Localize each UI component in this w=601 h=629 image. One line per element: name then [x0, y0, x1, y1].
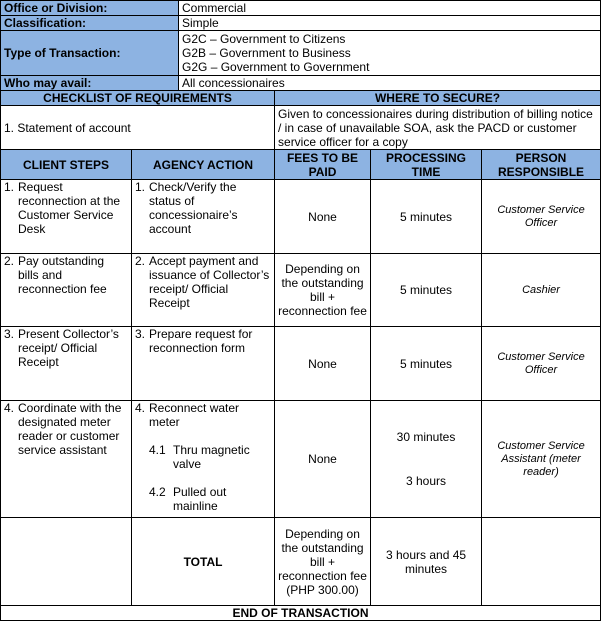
sub-action-number: 4.1	[149, 443, 166, 457]
client-step-text: Request reconnection at the Customer Service Desk	[18, 180, 121, 236]
client-step-text: Present Collector’s receipt/ Official Receipt	[18, 327, 119, 369]
total-person-empty	[482, 518, 601, 606]
agency-action-3	[132, 327, 275, 401]
classification-label: Classification:	[1, 16, 179, 31]
total-label: TOTAL	[132, 518, 275, 606]
office-label: Office or Division:	[1, 1, 179, 16]
agency-action-1	[132, 180, 275, 254]
person-1: Customer Service Officer	[482, 180, 601, 254]
client-step-number: 2.	[4, 254, 15, 268]
client-step-3	[1, 327, 132, 401]
total-time: 3 hours and 45 minutes	[371, 518, 482, 606]
agency-action-number: 1.	[135, 180, 146, 194]
header-agency-action: AGENCY ACTION	[132, 150, 275, 180]
time-3: 5 minutes	[371, 327, 482, 401]
transaction-g2b: G2B – Government to Business	[182, 46, 351, 60]
time-4-2: 3 hours	[406, 474, 447, 488]
time-4	[371, 401, 482, 518]
person-2: Cashier	[482, 254, 601, 327]
person-3: Customer Service Officer	[482, 327, 601, 401]
checklist-header: CHECKLIST OF REQUIREMENTS	[1, 91, 275, 106]
client-step-number: 1.	[4, 180, 15, 194]
sub-action-number: 4.2	[149, 485, 166, 499]
total-row	[1, 518, 601, 606]
agency-action-number: 3.	[135, 327, 146, 341]
office-value: Commercial	[179, 1, 601, 16]
transaction-g2c: G2C – Government to Citizens	[182, 32, 346, 46]
avail-label: Who may avail:	[1, 76, 179, 91]
transaction-label: Type of Transaction:	[1, 31, 179, 76]
client-step-2	[1, 254, 132, 327]
header-client-steps: CLIENT STEPS	[1, 150, 132, 180]
fee-1: None	[275, 180, 371, 254]
agency-action-text: Check/Verify the status of concessionaire’s account	[149, 180, 238, 236]
client-step-4	[1, 401, 132, 518]
time-2: 5 minutes	[371, 254, 482, 327]
table-row	[1, 180, 601, 254]
client-step-number: 3.	[4, 327, 15, 341]
where-header: WHERE TO SECURE?	[275, 91, 601, 106]
agency-action-number: 4.	[135, 401, 146, 415]
header-fees: FEES TO BE PAID	[275, 150, 371, 180]
requirement-item: 1. Statement of account	[1, 106, 275, 150]
sub-action-text: Thru magnetic valve	[173, 443, 250, 471]
time-1: 5 minutes	[371, 180, 482, 254]
agency-action-text: Accept payment and issuance of Collector’s receipt/ Official Receipt	[149, 254, 270, 310]
client-step-number: 4.	[4, 401, 15, 415]
agency-action-number: 2.	[135, 254, 146, 268]
agency-action-2	[132, 254, 275, 327]
transaction-g2g: G2G – Government to Government	[182, 60, 370, 74]
agency-action-4	[132, 401, 275, 518]
client-step-text: Pay outstanding bills and reconnection fee	[18, 254, 107, 296]
agency-action-text: Prepare request for reconnection form	[149, 327, 253, 355]
classification-value: Simple	[179, 16, 601, 31]
fee-3: None	[275, 327, 371, 401]
time-4-1: 30 minutes	[396, 430, 456, 444]
table-row	[1, 401, 601, 518]
total-empty	[1, 518, 132, 606]
client-step-text: Coordinate with the designated meter reader or customer service assistant	[18, 401, 122, 457]
fee-2: Depending on the outstanding bill + reconnection fee	[275, 254, 371, 327]
requirement-where: Given to concessionaires during distribution of billing notice / in case of unavailable SOA, ask the PACD or customer service officer for a copy	[275, 106, 601, 150]
header-person-responsible: PERSON RESPONSIBLE	[482, 150, 601, 180]
table-row	[1, 327, 601, 401]
header-processing-time: PROCESSING TIME	[371, 150, 482, 180]
total-fee: Depending on the outstanding bill + reconnection fee (PHP 300.00)	[275, 518, 371, 606]
person-4: Customer Service Assistant (meter reader)	[482, 401, 601, 518]
client-step-1	[1, 180, 132, 254]
end-of-transaction: END OF TRANSACTION	[1, 606, 601, 621]
sub-action-text: Pulled out mainline	[173, 485, 227, 513]
fee-4: None	[275, 401, 371, 518]
avail-value: All concessionaires	[179, 76, 601, 91]
agency-action-text: Reconnect water meter	[149, 401, 240, 429]
transaction-values	[179, 31, 601, 76]
table-row	[1, 254, 601, 327]
